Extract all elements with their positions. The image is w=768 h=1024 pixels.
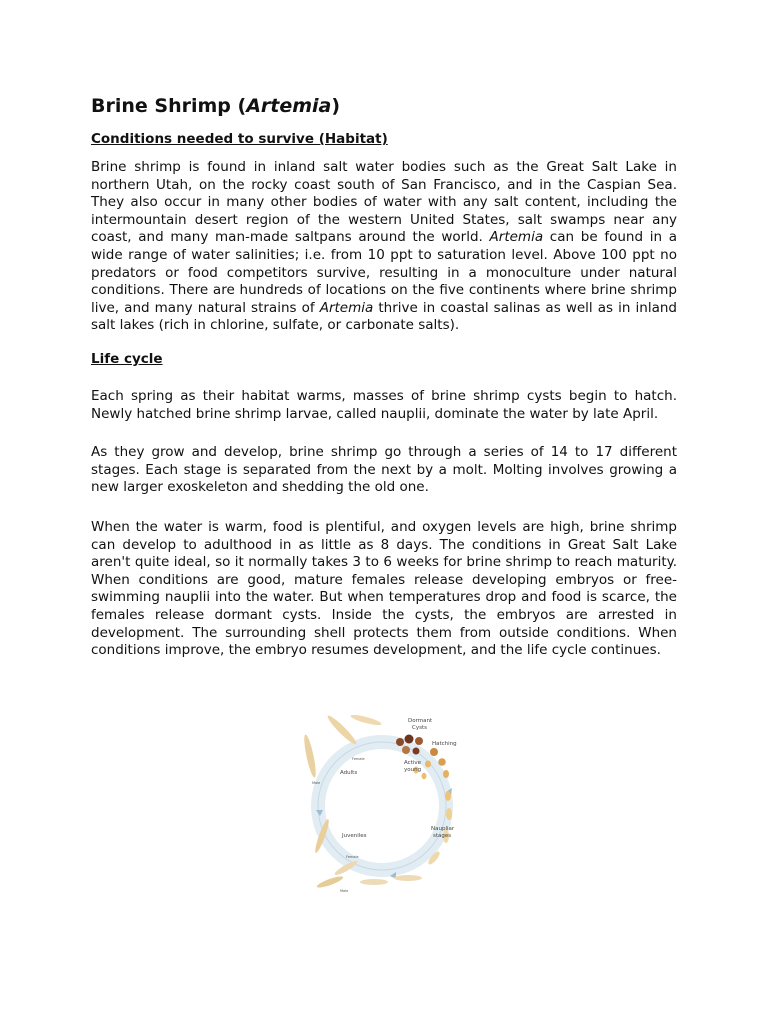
label-female-bottom: Female (346, 855, 359, 859)
label-naupliar: Naupliar (431, 826, 455, 832)
label-stages: stages (433, 833, 452, 839)
life-cycle-diagram (296, 706, 472, 896)
label-male-left: Male (312, 781, 321, 785)
habitat-heading: Conditions needed to survive (Habitat) (91, 131, 388, 147)
label-active: Active (404, 760, 422, 766)
label-adults: Adults (340, 770, 358, 776)
label-male-bottom: Male (340, 889, 349, 893)
label-dormant: Dormant (408, 718, 433, 724)
label-hatching: Hatching (432, 741, 457, 747)
label-young: young (404, 767, 422, 773)
lifecycle-heading: Life cycle (91, 351, 163, 367)
lifecycle-paragraph-2: As they grow and develop, brine shrimp go through a series of 14 to 17 different stages. Each stage is separated from the next by a molt. Molting involves growing a new larger exoskeleton and shedding the old one. (91, 444, 677, 496)
label-juveniles: Juveniles (342, 833, 367, 839)
lifecycle-paragraph-1: Each spring as their habitat warms, masses of brine shrimp cysts begin to hatch. Newly hatched brine shrimp larvae, called nauplii, dominate the water by late April. (91, 388, 677, 422)
lifecycle-paragraph-3: When the water is warm, food is plentiful, and oxygen levels are high, brine shrimp can develop to adulthood in as little as 8 days. The conditions in Great Salt Lake aren't quite ideal, so it normally takes 3 to 6 weeks for brine shrimp to reach maturity. When conditions are good, mature females release developing embryos or free-swimming nauplii into the water. But when temperatures drop and food is scarce, the females release dormant cysts. Inside the cysts, the embryos are arrested in development. The surrounding shell protects them from outside conditions. When conditions improve, the embryo resumes development, and the life cycle continues. (91, 519, 677, 659)
page-title: Brine Shrimp (Artemia) (91, 95, 341, 117)
habitat-paragraph: Brine shrimp is found in inland salt water bodies such as the Great Salt Lake in northern Utah, on the rocky coast south of San Francisco, and in the Caspian Sea. They also occur in many other bodies of water with any salt content, including the intermountain desert region of the western United States, salt swamps near any coast, and many man-made saltpans around the world. Artemia can be found in a wide range of water salinities; i.e. from 10 ppt to saturation level. Above 100 ppt no predators or food competitors survive, resulting in a monoculture under natural conditions. There are hundreds of locations on the five continents where brine shrimp live, and many natural strains of Artemia thrive in coastal salinas as well as in inland salt lakes (rich in chlorine, sulfate, or carbonate salts). (91, 159, 677, 334)
label-cysts: Cysts (412, 725, 427, 731)
title-genus: Artemia (246, 95, 332, 117)
label-female-top: Female (352, 757, 365, 761)
